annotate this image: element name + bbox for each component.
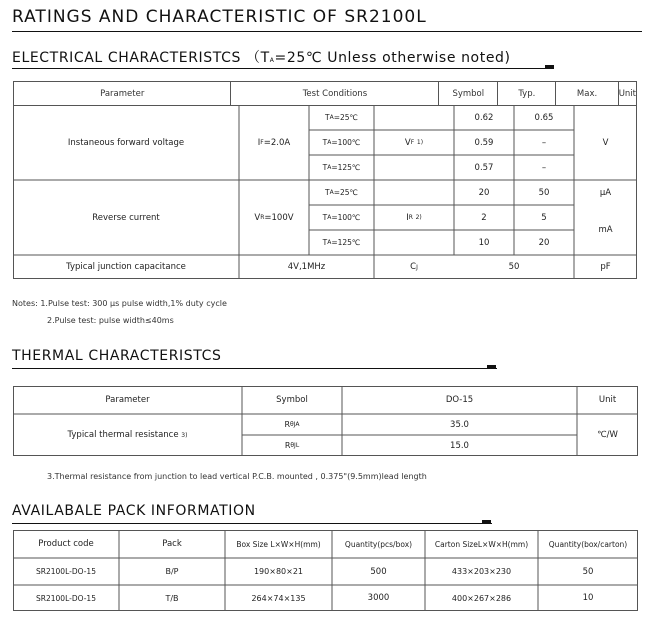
ir-max-25: 50 <box>538 187 550 198</box>
vf-condition: I F =2.0A <box>257 137 291 148</box>
thermal-header-unit: Unit <box>598 395 617 405</box>
thermal-header-parameter: Parameter <box>105 395 150 405</box>
ir-typ-100: 2 <box>481 212 487 223</box>
vf-temp-125: T A =125℃ <box>322 163 361 172</box>
page-title: RATINGS AND CHARACTERISTIC OF SR2100L <box>12 7 427 27</box>
pack-row2-box-size: 264×74×135 <box>251 593 306 603</box>
pack-row2-quantity-box: 3000 <box>367 593 390 603</box>
vf-symbol: V F 1) <box>404 137 424 148</box>
header-test-conditions: Test Conditions <box>231 82 439 106</box>
pack-row1-quantity-box: 500 <box>370 566 387 577</box>
ir-typ-125: 10 <box>478 237 490 248</box>
thermal-rule-tab <box>487 365 496 369</box>
cj-value: 50 <box>508 262 520 272</box>
electrical-body <box>13 105 637 279</box>
ir-max-125: 20 <box>538 237 550 248</box>
pack-table <box>13 530 638 611</box>
pack-rule-tab <box>482 520 491 524</box>
pack-header-box-size: Box Size L×W×H(mm) <box>236 539 321 549</box>
ir-max-100: 5 <box>541 212 547 223</box>
pack-row2-pack: T/B <box>165 593 179 603</box>
header-unit: Unit <box>618 82 636 106</box>
thermal-header-package: DO-15 <box>445 395 474 405</box>
note-1: Notes: 1.Pulse test: 300 μs pulse width,1% duty cycle <box>12 299 227 308</box>
pack-row2-product-code: SR2100L-DO-15 <box>36 593 96 603</box>
electrical-rule-tab <box>545 65 554 69</box>
pack-row1-box-size: 190×80×21 <box>253 567 304 576</box>
thermal-unit: ℃/W <box>597 430 618 440</box>
pack-header-carton-size: Carton SizeL×W×H(mm) <box>434 539 529 549</box>
pack-row1-pack: B/P <box>165 567 179 576</box>
cj-symbol: C J <box>410 262 418 272</box>
ir-symbol: I R 2) <box>406 212 422 223</box>
pack-header-pack: Pack <box>162 539 182 549</box>
thermal-heading: THERMAL CHARACTERISTCS <box>12 348 222 364</box>
cj-parameter: Typical junction capacitance <box>66 262 186 272</box>
thermal-header-symbol: Symbol <box>276 395 308 405</box>
pack-row1-carton-size: 433×203×230 <box>451 567 512 576</box>
title-rule <box>12 31 642 32</box>
cj-unit: pF <box>600 262 611 272</box>
thermal-value-rjl: 15.0 <box>450 440 469 451</box>
note-2: 2.Pulse test: pulse width≤40ms <box>47 316 174 325</box>
thermal-parameter: Typical thermal resistance 3) <box>67 430 188 440</box>
thermal-value-rja: 35.0 <box>450 419 469 430</box>
header-max: Max. <box>556 82 618 106</box>
vf-parameter: Instaneous forward voltage <box>67 137 185 148</box>
vf-temp-25: T A =25℃ <box>325 113 358 122</box>
pack-row1-quantity-carton: 50 <box>582 566 594 577</box>
pack-rule <box>12 523 492 524</box>
pack-header-quantity-carton: Quantity(box/carton) <box>548 539 628 549</box>
thermal-table <box>13 386 638 456</box>
vf-typ-125: 0.57 <box>474 162 494 173</box>
pack-row2-quantity-carton: 10 <box>582 593 594 603</box>
cj-condition: 4V,1MHz <box>287 262 326 272</box>
electrical-table <box>13 81 637 106</box>
ir-unit-bottom: mA <box>598 225 613 235</box>
ir-temp-25: T A =25℃ <box>325 188 358 197</box>
vf-typ-25: 0.62 <box>474 112 494 123</box>
ir-typ-25: 20 <box>478 187 490 198</box>
pack-heading: AVAILABALE PACK INFORMATION <box>12 503 256 519</box>
ir-condition: V R =100V <box>254 212 294 223</box>
vf-max-125: – <box>541 162 547 173</box>
pack-header-product-code: Product code <box>38 539 94 549</box>
thermal-note: 3.Thermal resistance from junction to lead vertical P.C.B. mounted , 0.375"(9.5mm)lead length <box>47 472 427 481</box>
ir-temp-100: T A =100℃ <box>322 213 361 222</box>
header-typ: Typ. <box>498 82 556 106</box>
pack-row1-product-code: SR2100L-DO-15 <box>36 567 96 576</box>
electrical-header-row <box>14 82 637 106</box>
vf-typ-100: 0.59 <box>474 137 494 148</box>
header-symbol: Symbol <box>439 82 498 106</box>
vf-temp-100: T A =100℃ <box>322 138 361 147</box>
ir-temp-125: T A =125℃ <box>322 238 361 247</box>
pack-row2-carton-size: 400×267×286 <box>451 593 512 603</box>
header-parameter: Parameter <box>14 82 231 106</box>
electrical-heading <box>12 47 511 67</box>
vf-max-100: – <box>541 137 547 148</box>
pack-header-quantity-box: Quantity(pcs/box) <box>344 539 413 549</box>
electrical-heading-main: ELECTRICAL CHARACTERISTCS <box>12 50 241 66</box>
ir-unit-top: μA <box>599 187 612 198</box>
vf-max-25: 0.65 <box>534 112 554 123</box>
thermal-rule <box>12 368 497 369</box>
thermal-symbol-rjl: R θJL <box>284 441 300 450</box>
vf-unit: V <box>602 137 609 148</box>
electrical-rule <box>12 68 552 69</box>
electrical-heading-conditions: （TA=25℃ Unless otherwise noted) <box>246 50 511 66</box>
ir-parameter: Reverse current <box>92 212 160 223</box>
thermal-symbol-rja: R θJA <box>284 420 300 429</box>
